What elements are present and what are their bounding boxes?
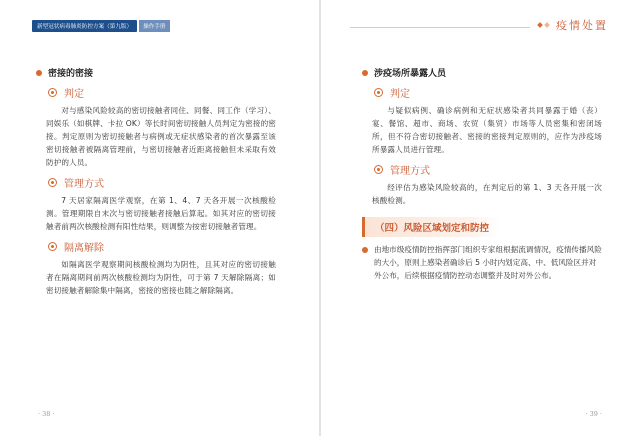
right-subheading-1	[374, 85, 602, 100]
right-heading	[362, 66, 602, 79]
right-page-number: · 39 ·	[585, 410, 602, 418]
left-paragraph-3: 如隔离医学观察期间核酸检测均为阴性，且其对应的密切接触者在隔离期间前两次核酸检测均为阴性，可于第 7 天解除隔离；如密切接触者解除集中隔离，密接的密接也随之解除隔离。	[46, 260, 276, 295]
right-header	[538, 17, 608, 33]
bullet-dot-icon	[362, 70, 368, 76]
left-heading	[36, 66, 276, 79]
left-paragraph-2: 7 天居家隔离医学观察，在第 1、4、7 天各开展一次核酸检测。管理期限自末次与密切接触者接触后算起。如其对应的密切接触者前两次核酸检测有阳性结果，则调整为按密切接触者管理。	[46, 196, 276, 231]
section-four-banner: （四）风险区域划定和防控	[362, 217, 499, 237]
right-paragraph-1: 与疑似病例、确诊病例和无症状感染者共同暴露于婚（丧）宴、餐馆、超市、商场、农贸（集贸）市场等人员密集和密闭场所，但不符合密切接触者、密接的密接判定原则的，应作为涉疫场所暴露人员进行管理。	[372, 106, 602, 154]
ring-bullet-icon	[374, 165, 383, 174]
left-heading-text: 密接的密接	[48, 69, 94, 79]
diamond-deco-icon	[538, 23, 552, 27]
right-subheading-2-text: 管理方式	[390, 166, 430, 177]
left-subheading-3-text: 隔离解除	[64, 243, 104, 254]
left-subheading-2	[48, 175, 276, 190]
left-subheading-3	[48, 239, 276, 254]
ring-bullet-icon	[48, 178, 57, 187]
manual-title: 新型冠状病毒肺炎防控方案（第九版）	[32, 20, 137, 32]
right-heading-text: 涉疫场所暴露人员	[374, 69, 447, 79]
ring-bullet-icon	[374, 88, 383, 97]
left-content	[36, 66, 276, 297]
section-four-text: 由地市级疫情防控指挥部门组织专家组根据流调情况，疫情传播风险的大小，原则上感染者确诊后 5 小时内划定高、中、低风险区并对外公布，后续根据疫情防控动态调整并及时对外公布。	[374, 245, 602, 280]
left-header	[32, 19, 170, 33]
left-subheading-1	[48, 85, 276, 100]
left-subheading-1-text: 判定	[64, 89, 84, 100]
left-paragraph-1: 对与感染风险较高的密切接触者同住、同餐、同工作（学习）、同娱乐（如棋牌、卡拉 OK）等长时间密切接触人员判定为密接的密接。判定原则为密切接触者与病例或无症状感染者的首次暴露至该密切接触者被隔离管理前，与密切接触者近距离接触但未采取有效防护的人员。	[46, 106, 276, 167]
ring-bullet-icon	[48, 242, 57, 251]
header-rule	[350, 27, 530, 28]
manual-subtitle: 操作手册	[139, 20, 169, 32]
right-subheading-2	[374, 162, 602, 177]
bullet-dot-icon	[36, 70, 42, 76]
section-four-paragraph	[362, 243, 602, 282]
bullet-dot-icon	[362, 247, 368, 253]
left-subheading-2-text: 管理方式	[64, 179, 104, 190]
left-page-number: · 38 ·	[38, 410, 55, 418]
right-content	[362, 66, 602, 282]
ring-bullet-icon	[48, 88, 57, 97]
right-page	[320, 0, 640, 436]
right-subheading-1-text: 判定	[390, 89, 410, 100]
chapter-title: 疫情处置	[556, 19, 608, 32]
right-paragraph-2: 经评估为感染风险较高的，在判定后的第 1、3 天各开展一次核酸检测。	[372, 183, 602, 205]
